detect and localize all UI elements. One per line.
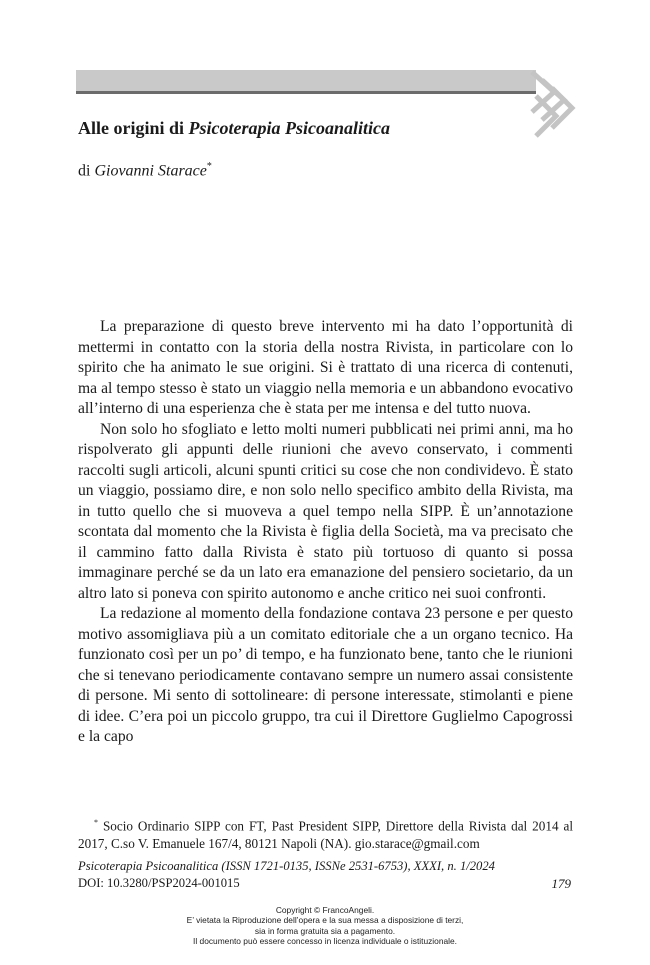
byline: [78, 161, 212, 180]
footnote-mark: *: [94, 818, 98, 827]
copyright-line-1: Copyright © FrancoAngeli.: [275, 905, 375, 915]
footnote-text: Socio Ordinario SIPP con FT, Past President SIPP, Direttore della Rivista dal 2014 al 2017, C.so V. Emanuele 167/4, 80121 Napoli (NA). gio.starace@gmail.com: [78, 818, 573, 852]
copyright-notice: [0, 905, 650, 947]
paragraph-1: La preparazione di questo breve intervento mi ha dato l’opportunità di mettermi in contatto con la storia della nostra Rivista, in particolare con lo spirito che ha animato le sue origini. Si è trattato di una ricerca di contenuti, ma al tempo stesso è stato un viaggio nella memoria e un abbandono evocativo all’interno di una esperienza che è stata per me intensa e del tutto nuova.: [78, 318, 573, 417]
copyright-line-3: sia in forma gratuita sia a pagamento.: [254, 925, 396, 936]
byline-prefix: di: [78, 162, 95, 180]
body-text: [78, 317, 573, 748]
page-number: 179: [551, 876, 571, 891]
article-title: [78, 118, 390, 139]
journal-citation: Psicoterapia Psicoanalitica (ISSN 1721-0135, ISSNe 2531-6753), XXXI, n. 1/2024: [78, 859, 495, 873]
copyright-line-4: Il documento può essere concesso in licenza individuale o istituzionale.: [193, 936, 457, 947]
footnote: [78, 814, 573, 853]
doi: DOI: 10.3280/PSP2024-001015: [78, 876, 240, 890]
chevron-arrows-icon: [524, 66, 576, 146]
title-prefix: Alle origini di: [78, 118, 189, 138]
paragraph-3: La redazione al momento della fondazione contava 23 persone e per questo motivo assomigliava più a un comitato editoriale che a un organo tecnico. Ha funzionato così per un po’ di tempo, e ha funzionato bene, tanto che le riunioni che si tenevano periodicamente contavano sempre un numero assai consistente di persone. Mi sento di sottolineare: di persone interessate, stimolanti e piene di idee. C’era poi un piccolo gruppo, tra cui il Direttore Guglielmo Capogrossi e la capo: [78, 605, 573, 745]
author-name: Giovanni Starace: [94, 162, 207, 180]
author-footnote-mark: *: [206, 161, 212, 172]
title-journal-name: Psicoterapia Psicoanalitica: [188, 118, 390, 138]
header-rule: [76, 91, 536, 94]
journal-info: [78, 858, 573, 892]
header-bar: [76, 70, 536, 92]
paragraph-2: Non solo ho sfogliato e letto molti numeri pubblicati nei primi anni, ma ho rispolverato gli appunti delle riunioni che avevo conservato, i commenti raccolti sugli articoli, alcuni spunti critici su cose che non condividevo. È stato un viaggio, possiamo dire, e non solo nello specifico ambito della Rivista, ma in tutto quello che si muoveva a quel tempo nella SIPP. È un’annotazione scontata dal momento che la Rivista è figlia della Società, ma va precisato che il cammino fatto dalla Rivista è stato più tortuoso di quanto si possa immaginare perché se da un lato era emanazione del pensiero societario, da un altro lato si poneva con spirito autonomo e anche critico nei suoi confronti.: [78, 420, 573, 602]
copyright-line-2: E’ vietata la Riproduzione dell’opera e la sua messa a disposizione di terzi,: [186, 915, 464, 926]
